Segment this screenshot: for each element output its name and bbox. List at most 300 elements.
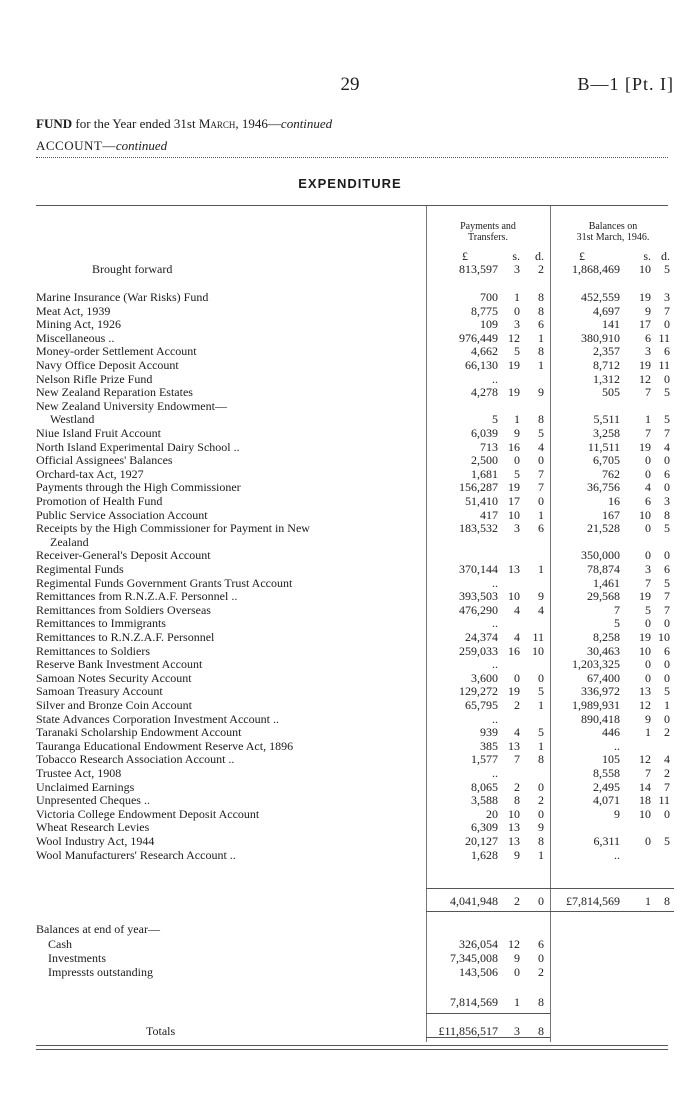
table-row-balances-shillings: 9 (645, 712, 651, 726)
table-row-payments-pounds: 156,287 (459, 480, 498, 494)
table-row-label: Wool Industry Act, 1944 (36, 834, 155, 848)
fund-heading-bold: FUND (36, 116, 73, 131)
table-row-label: Trustee Act, 1908 (36, 766, 122, 780)
table-row-payments-shillings: 19 (508, 385, 520, 399)
subtotal-balances-pounds: £7,814,569 (566, 894, 620, 908)
table-row-balances-pence: 3 (664, 290, 670, 304)
table-row-payments-pence: 0 (538, 453, 544, 467)
table-row-balances-pounds: 16 (608, 494, 620, 508)
table-row-payments-pence: 7 (538, 480, 544, 494)
table-row-label: Reserve Bank Investment Account (36, 657, 203, 671)
table-row-balances-pence: 5 (664, 576, 670, 590)
balances-end-item-amount-shillings: 12 (508, 937, 520, 951)
table-row-payments-pence: 0 (538, 494, 544, 508)
table-row-balances-pounds: 21,528 (587, 521, 620, 535)
table-row-balances-pence: 8 (664, 508, 670, 522)
table-row-payments-shillings: 0 (514, 671, 520, 685)
table-row-payments-shillings: 16 (508, 440, 520, 454)
table-row-payments-pounds: .. (492, 712, 498, 726)
header-dotted-rule (36, 157, 668, 158)
table-row-balances-pence: 7 (664, 589, 670, 603)
table-row-label: Remittances to Soldiers (36, 644, 150, 658)
table-row-payments-pence: 4 (538, 440, 544, 454)
payments-unit-shillings: s. (512, 249, 520, 263)
table-row-label: Remittances from R.N.Z.A.F. Personnel .. (36, 589, 238, 603)
table-row-balances-pounds: 380,910 (581, 331, 620, 345)
table-row-balances-pence: 6 (664, 562, 670, 576)
table-row-balances-pounds: 167 (602, 508, 620, 522)
table-row-payments-pence: 8 (538, 304, 544, 318)
table-row-payments-pounds: .. (492, 372, 498, 386)
table-row-balances-pounds: 2,357 (593, 344, 620, 358)
table-row-payments-shillings: 13 (508, 739, 520, 753)
table-row-balances-pounds: 8,712 (593, 358, 620, 372)
table-row-balances-pounds: 78,874 (587, 562, 620, 576)
table-row-payments-pence: 1 (538, 358, 544, 372)
table-row-payments-pounds: 66,130 (465, 358, 498, 372)
table-row-payments-pounds: 20 (486, 807, 498, 821)
table-row-payments-shillings: 19 (508, 480, 520, 494)
table-row-payments-shillings: 4 (514, 603, 520, 617)
fund-heading-month: March (198, 116, 236, 131)
table-row-label: Promotion of Health Fund (36, 494, 163, 508)
table-row-label: Miscellaneous .. (36, 331, 115, 345)
table-row-balances-pounds: 336,972 (581, 684, 620, 698)
table-row-payments-pounds: 24,374 (465, 630, 498, 644)
table-row-payments-shillings: 1 (514, 412, 520, 426)
table-row-payments-shillings: 3 (514, 317, 520, 331)
brought-forward-label: Brought forward (92, 262, 173, 276)
table-row-label: Tauranga Educational Endowment Reserve Act, 1896 (36, 739, 294, 753)
table-row-payments-shillings: 4 (514, 725, 520, 739)
table-row-balances-pounds: 36,756 (587, 480, 620, 494)
table-row-balances-pence: 2 (664, 766, 670, 780)
table-row-payments-shillings: 17 (508, 494, 520, 508)
table-row-balances-pence: 7 (664, 426, 670, 440)
grand-total-label: Totals (146, 1024, 176, 1038)
table-row-label: Receipts by the High Commissioner for Payment in New (36, 521, 310, 535)
brought-forward-payments-shillings: 3 (514, 262, 520, 276)
table-row-payments-pence: 2 (538, 793, 544, 807)
table-row-balances-pence: 10 (658, 630, 670, 644)
table-row-balances-pounds: 446 (602, 725, 620, 739)
table-row-payments-pounds: 4,662 (471, 344, 498, 358)
table-row-payments-pence: 7 (538, 467, 544, 481)
fund-heading-continued: continued (280, 116, 333, 131)
table-row-balances-shillings: 7 (645, 766, 651, 780)
brought-forward-balances-pence: 5 (664, 262, 670, 276)
table-row-payments-shillings: 16 (508, 644, 520, 658)
table-row-balances-pounds: 5,511 (593, 412, 620, 426)
table-row-balances-pounds: 67,400 (587, 671, 620, 685)
balances-end-total-shillings: 1 (514, 995, 520, 1009)
table-row-balances-shillings: 18 (639, 793, 651, 807)
table-row-balances-pence: 0 (664, 317, 670, 331)
balances-end-item-amount-pounds: 326,054 (459, 937, 498, 951)
table-row-balances-shillings: 4 (645, 480, 651, 494)
brought-forward-balances-pounds: 1,868,469 (572, 262, 620, 276)
table-row-balances-pence: 4 (664, 440, 670, 454)
table-row-payments-pence: 1 (538, 739, 544, 753)
table-row-payments-shillings: 7 (514, 752, 520, 766)
table-row-payments-pounds: 183,532 (459, 521, 498, 535)
table-row-payments-pounds: 713 (480, 440, 498, 454)
table-row-balances-pence: 11 (658, 358, 670, 372)
table-row-payments-pence: 5 (538, 684, 544, 698)
page-number: 29 (340, 74, 360, 95)
grand-total-amount-shillings: 3 (514, 1024, 520, 1038)
table-row-payments-pounds: 476,290 (459, 603, 498, 617)
table-row-label: Navy Office Deposit Account (36, 358, 179, 372)
table-row-balances-shillings: 14 (639, 780, 651, 794)
balances-end-item-amount-shillings: 9 (514, 951, 520, 965)
table-row-payments-pence: 6 (538, 317, 544, 331)
table-row-payments-shillings: 2 (514, 698, 520, 712)
table-row-balances-pounds: 1,461 (593, 576, 620, 590)
table-row-balances-pounds: 30,463 (587, 644, 620, 658)
table-row-payments-pounds: 129,272 (459, 684, 498, 698)
table-row-balances-pence: 1 (664, 698, 670, 712)
table-row-payments-pounds: 6,309 (471, 820, 498, 834)
table-row-balances-pounds: 11,511 (587, 440, 620, 454)
balances-end-item-amount-pence: 2 (538, 965, 544, 979)
table-row-payments-pounds: 20,127 (465, 834, 498, 848)
table-row-balances-pence: 4 (664, 752, 670, 766)
table-row-payments-pounds: 385 (480, 739, 498, 753)
table-row-payments-pence: 11 (532, 630, 544, 644)
balances-unit-pounds: £ (579, 249, 585, 263)
balances-end-item-amount-pence: 6 (538, 937, 544, 951)
table-row-balances-shillings: 19 (639, 358, 651, 372)
table-row-balances-pounds: 505 (602, 385, 620, 399)
table-row-payments-shillings: 10 (508, 508, 520, 522)
table-row-payments-pence: 1 (538, 698, 544, 712)
table-row-payments-pounds: 393,503 (459, 589, 498, 603)
table-row-payments-pence: 5 (538, 725, 544, 739)
subtotal-balances-pence: 8 (664, 894, 670, 908)
table-row-payments-pence: 0 (538, 807, 544, 821)
table-row-payments-pounds: 370,144 (459, 562, 498, 576)
table-row-balances-pence: 5 (664, 834, 670, 848)
payments-column-header (428, 221, 548, 243)
table-row-label: Zealand (50, 535, 89, 549)
table-row-payments-pounds: 5 (492, 412, 498, 426)
balances-end-item-amount-shillings: 0 (514, 965, 520, 979)
subtotal-rule-bottom (426, 911, 674, 912)
table-row-balances-pence: 0 (664, 807, 670, 821)
table-row-balances-pence: 0 (664, 372, 670, 386)
table-row-balances-pounds: 2,495 (593, 780, 620, 794)
table-row-payments-pence: 9 (538, 589, 544, 603)
table-bottom-rule (36, 1045, 668, 1046)
table-row-payments-pounds: 259,033 (459, 644, 498, 658)
payments-header-line2: Transfers. (468, 232, 508, 243)
table-row-payments-pence: 0 (538, 780, 544, 794)
balances-header-line2: 31st March, 1946. (576, 232, 650, 243)
table-row-balances-pence: 0 (664, 616, 670, 630)
subtotal-balances-shillings: 1 (645, 894, 651, 908)
table-row-payments-shillings: 9 (514, 848, 520, 862)
subtotal-payments-pence: 0 (538, 894, 544, 908)
table-row-balances-shillings: 12 (639, 698, 651, 712)
table-row-balances-pounds: 4,697 (593, 304, 620, 318)
table-row-payments-pounds: .. (492, 766, 498, 780)
table-row-balances-shillings: 7 (645, 385, 651, 399)
table-row-balances-pounds: 105 (602, 752, 620, 766)
table-row-balances-pence: 2 (664, 725, 670, 739)
balances-end-total-pence: 8 (538, 995, 544, 1009)
table-row-payments-pounds: 939 (480, 725, 498, 739)
table-row-balances-shillings: 1 (645, 725, 651, 739)
table-row-balances-shillings: 10 (639, 807, 651, 821)
table-row-balances-shillings: 19 (639, 290, 651, 304)
payments-unit-pence: d. (535, 249, 544, 263)
table-row-payments-shillings: 3 (514, 521, 520, 535)
balances-end-item-amount-pence: 0 (538, 951, 544, 965)
table-bottom-rule-2 (36, 1049, 668, 1050)
table-row-label: Nelson Rifle Prize Fund (36, 372, 153, 386)
table-row-payments-pounds: .. (492, 616, 498, 630)
table-row-balances-pounds: .. (614, 739, 620, 753)
table-row-payments-shillings: 10 (508, 807, 520, 821)
account-heading (36, 138, 167, 154)
table-row-balances-shillings: 10 (639, 508, 651, 522)
table-row-balances-shillings: 0 (645, 834, 651, 848)
balances-unit-pence: d. (661, 249, 670, 263)
table-row-payments-pounds: .. (492, 657, 498, 671)
table-row-balances-shillings: 19 (639, 630, 651, 644)
table-row-balances-pence: 0 (664, 657, 670, 671)
table-row-balances-shillings: 10 (639, 644, 651, 658)
table-row-balances-shillings: 3 (645, 562, 651, 576)
balances-header-line1: Balances on (588, 221, 638, 232)
table-row-payments-pounds: 4,278 (471, 385, 498, 399)
table-row-payments-pence: 4 (538, 603, 544, 617)
table-row-payments-shillings: 2 (514, 780, 520, 794)
table-row-label: Official Assignees' Balances (36, 453, 173, 467)
fund-heading (36, 116, 332, 132)
brought-forward-payments-pence: 2 (538, 262, 544, 276)
table-row-payments-pence: 5 (538, 426, 544, 440)
table-row-balances-shillings: 3 (645, 344, 651, 358)
table-row-label: Samoan Notes Security Account (36, 671, 192, 685)
table-row-label: New Zealand University Endowment— (36, 399, 227, 413)
table-row-balances-shillings: 0 (645, 657, 651, 671)
table-row-balances-pounds: 6,705 (593, 453, 620, 467)
table-row-payments-pounds: 1,577 (471, 752, 498, 766)
table-row-label: Regimental Funds Government Grants Trust Account (36, 576, 293, 590)
table-row-label: Samoan Treasury Account (36, 684, 163, 698)
table-row-payments-pence: 9 (538, 385, 544, 399)
table-row-payments-shillings: 13 (508, 562, 520, 576)
table-row-payments-pounds: 3,600 (471, 671, 498, 685)
table-row-label: Remittances to Immigrants (36, 616, 166, 630)
table-row-balances-pence: 0 (664, 671, 670, 685)
table-row-balances-pounds: 6,311 (593, 834, 620, 848)
grand-total-rule (426, 1037, 550, 1038)
table-row-label: Wheat Research Levies (36, 820, 150, 834)
table-row-payments-pounds: 65,795 (465, 698, 498, 712)
balances-end-item-label: Investments (48, 951, 106, 965)
table-row-balances-pounds: 350,000 (581, 548, 620, 562)
table-row-balances-shillings: 9 (645, 304, 651, 318)
table-row-payments-pounds: 51,410 (465, 494, 498, 508)
table-row-payments-shillings: 12 (508, 331, 520, 345)
table-row-label: Public Service Association Account (36, 508, 208, 522)
table-row-balances-pence: 5 (664, 521, 670, 535)
table-row-balances-pounds: 452,559 (581, 290, 620, 304)
table-row-payments-pence: 8 (538, 344, 544, 358)
table-row-balances-shillings: 17 (639, 317, 651, 331)
table-row-payments-pounds: 976,449 (459, 331, 498, 345)
table-row-balances-pounds: 1,989,931 (572, 698, 620, 712)
table-row-payments-pounds: 8,065 (471, 780, 498, 794)
table-row-balances-pence: 6 (664, 467, 670, 481)
table-row-payments-pounds: 2,500 (471, 453, 498, 467)
account-heading-continued: continued (115, 138, 168, 153)
table-row-balances-pence: 7 (664, 603, 670, 617)
table-row-balances-pounds: 890,418 (581, 712, 620, 726)
table-row-balances-shillings: 7 (645, 426, 651, 440)
table-row-balances-shillings: 0 (645, 467, 651, 481)
balances-end-item-label: Impressts outstanding (48, 965, 153, 979)
table-row-balances-pence: 7 (664, 304, 670, 318)
brought-forward-payments-pounds: 813,597 (459, 262, 498, 276)
table-row-payments-pence: 10 (532, 644, 544, 658)
table-row-payments-pence: 1 (538, 848, 544, 862)
table-row-balances-shillings: 0 (645, 616, 651, 630)
balances-end-item-label: Cash (48, 937, 72, 951)
table-row-balances-shillings: 19 (639, 589, 651, 603)
table-row-payments-shillings: 13 (508, 834, 520, 848)
table-row-label: Meat Act, 1939 (36, 304, 111, 318)
table-row-balances-pounds: 141 (602, 317, 620, 331)
table-row-payments-pence: 1 (538, 562, 544, 576)
table-row-balances-pence: 11 (658, 793, 670, 807)
table-row-payments-shillings: 13 (508, 820, 520, 834)
table-row-balances-pounds: 3,258 (593, 426, 620, 440)
table-row-balances-pence: 0 (664, 480, 670, 494)
table-row-balances-shillings: 0 (645, 548, 651, 562)
balances-total-rule (426, 1013, 550, 1014)
table-row-payments-shillings: 9 (514, 426, 520, 440)
table-row-balances-pounds: 9 (614, 807, 620, 821)
account-heading-label: ACCOUNT— (36, 138, 116, 153)
table-row-payments-pence: 1 (538, 331, 544, 345)
table-row-payments-pence: 9 (538, 820, 544, 834)
table-row-payments-shillings: 10 (508, 589, 520, 603)
table-row-label: New Zealand Reparation Estates (36, 385, 193, 399)
table-row-balances-pence: 5 (664, 385, 670, 399)
table-row-balances-pounds: 5 (614, 616, 620, 630)
table-row-balances-shillings: 6 (645, 494, 651, 508)
table-row-balances-shillings: 6 (645, 331, 651, 345)
table-row-balances-pence: 5 (664, 412, 670, 426)
table-row-payments-pence: 8 (538, 834, 544, 848)
table-row-label: Receiver-General's Deposit Account (36, 548, 211, 562)
table-row-balances-shillings: 5 (645, 603, 651, 617)
table-row-balances-shillings: 19 (639, 440, 651, 454)
balances-end-total-pounds: 7,814,569 (450, 995, 498, 1009)
table-row-balances-pence: 6 (664, 644, 670, 658)
table-row-payments-shillings: 5 (514, 344, 520, 358)
balances-end-heading: Balances at end of year— (36, 922, 160, 936)
table-row-balances-pounds: 4,071 (593, 793, 620, 807)
table-row-payments-pounds: .. (492, 576, 498, 590)
balances-end-item-amount-pounds: 143,506 (459, 965, 498, 979)
table-row-balances-pounds: 29,568 (587, 589, 620, 603)
table-row-label: North Island Experimental Dairy School .. (36, 440, 240, 454)
table-row-balances-shillings: 7 (645, 576, 651, 590)
table-row-balances-pounds: 1,312 (593, 372, 620, 386)
fund-heading-year: , 1946— (235, 116, 281, 131)
table-row-label: Remittances from Soldiers Overseas (36, 603, 211, 617)
table-row-balances-shillings: 0 (645, 671, 651, 685)
table-row-balances-pounds: 8,258 (593, 630, 620, 644)
table-row-payments-shillings: 1 (514, 290, 520, 304)
table-row-payments-pounds: 700 (480, 290, 498, 304)
table-row-label: Money-order Settlement Account (36, 344, 197, 358)
table-row-label: Taranaki Scholarship Endowment Account (36, 725, 242, 739)
table-row-payments-pounds: 417 (480, 508, 498, 522)
table-row-payments-shillings: 0 (514, 453, 520, 467)
table-row-balances-shillings: 1 (645, 412, 651, 426)
table-row-balances-shillings: 13 (639, 684, 651, 698)
table-row-balances-shillings: 12 (639, 372, 651, 386)
balances-column-header (552, 221, 674, 243)
table-row-balances-pence: 6 (664, 344, 670, 358)
table-row-balances-pounds: 7 (614, 603, 620, 617)
table-row-label: Unclaimed Earnings (36, 780, 135, 794)
table-row-payments-pence: 0 (538, 671, 544, 685)
table-row-label: Mining Act, 1926 (36, 317, 122, 331)
table-row-payments-shillings: 5 (514, 467, 520, 481)
table-top-rule (36, 205, 668, 206)
table-row-balances-pence: 0 (664, 548, 670, 562)
brought-forward-balances-shillings: 10 (639, 262, 651, 276)
table-row-payments-pence: 8 (538, 752, 544, 766)
table-row-balances-pence: 7 (664, 780, 670, 794)
table-row-payments-pounds: 3,588 (471, 793, 498, 807)
table-row-label: Payments through the High Commissioner (36, 480, 241, 494)
grand-total-amount-pence: 8 (538, 1024, 544, 1038)
table-row-payments-shillings: 4 (514, 630, 520, 644)
table-row-payments-pence: 1 (538, 508, 544, 522)
table-row-balances-shillings: 12 (639, 752, 651, 766)
table-row-payments-shillings: 0 (514, 304, 520, 318)
table-row-payments-shillings: 8 (514, 793, 520, 807)
table-row-balances-pounds: 1,203,325 (572, 657, 620, 671)
table-row-label: Remittances to R.N.Z.A.F. Personnel (36, 630, 215, 644)
table-row-payments-shillings: 19 (508, 684, 520, 698)
table-row-label: Westland (50, 412, 95, 426)
subtotal-payments-pounds: 4,041,948 (450, 894, 498, 908)
subtotal-rule (426, 888, 674, 889)
table-row-payments-pence: 8 (538, 412, 544, 426)
table-row-label: Orchard-tax Act, 1927 (36, 467, 144, 481)
table-row-balances-pence: 5 (664, 684, 670, 698)
table-row-payments-pounds: 1,681 (471, 467, 498, 481)
table-row-balances-shillings: 0 (645, 453, 651, 467)
table-row-balances-pence: 11 (658, 331, 670, 345)
table-row-label: Victoria College Endowment Deposit Account (36, 807, 260, 821)
table-row-balances-pounds: .. (614, 848, 620, 862)
table-row-payments-pounds: 109 (480, 317, 498, 331)
table-row-label: Regimental Funds (36, 562, 124, 576)
table-row-payments-pence: 8 (538, 290, 544, 304)
table-row-balances-shillings: 0 (645, 521, 651, 535)
table-row-label: Tobacco Research Association Account .. (36, 752, 235, 766)
